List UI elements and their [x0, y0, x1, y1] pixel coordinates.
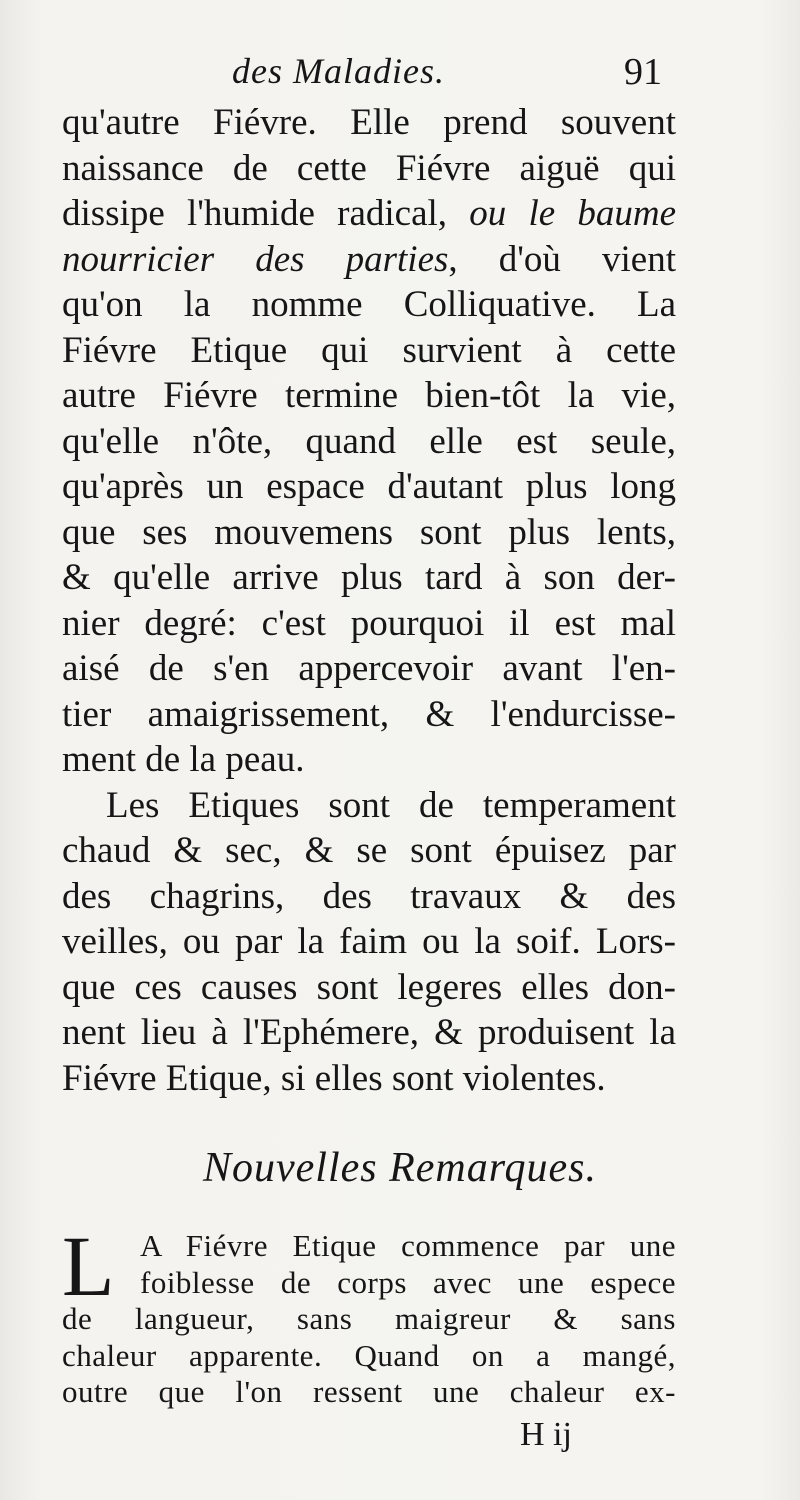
text-line-segment: , d'où vient: [448, 238, 676, 280]
text-line: Les Etiques sont de temperament: [106, 784, 676, 826]
signature-mark: H ij: [520, 1416, 572, 1453]
text-line: qu'elle n'ôte, quand elle est seule,: [62, 420, 676, 462]
section-title: Nouvelles Remarques.: [202, 1145, 598, 1191]
text-line: naissance de cette Fiévre aiguë qui: [62, 147, 676, 189]
text-line: aisé de s'en appercevoir avant l'en-: [62, 648, 676, 689]
drop-cap: L: [62, 1218, 115, 1314]
running-head: des Maladies.: [232, 51, 445, 91]
text-line: chaud & sec, & se sont épuisez par: [62, 830, 676, 871]
text-line: nent lieu à l'Ephémere, & produisent la: [62, 1012, 676, 1053]
text-line: autre Fiévre termine bien-tôt la vie,: [62, 375, 676, 416]
text-line: Fiévre Etique qui survient à cette: [62, 329, 676, 371]
text-line: qu'on la nomme Colliquative. La: [62, 284, 676, 325]
text-line: [62, 237, 676, 283]
italic-phrase: nourricier des parties: [62, 238, 449, 280]
text-line: des chagrins, des travaux & des: [62, 875, 676, 917]
section-text: [62, 1218, 676, 1411]
text-line: de langueur, sans maigreur & sans: [62, 1301, 676, 1336]
text-line: ment de la peau.: [62, 739, 305, 780]
text-line: & qu'elle arrive plus tard à son der-: [62, 557, 676, 598]
page-number: 91: [624, 51, 662, 93]
text-line: A Fiévre Etique commence par une: [140, 1228, 676, 1263]
text-line-segment: dissipe l'humide radical,: [62, 193, 448, 234]
text-line: chaleur apparente. Quand on a mangé,: [62, 1337, 676, 1373]
text-line: outre que l'on ressent une chaleur ex-: [62, 1374, 676, 1409]
text-line: que ces causes sont legeres elles don-: [62, 966, 676, 1008]
main-text: [62, 100, 676, 1101]
text-line: nier degré: c'est pourquoi il est mal: [62, 602, 676, 644]
text-line: veilles, ou par la faim ou la soif. Lors-: [62, 921, 676, 962]
italic-phrase: ou le baume: [469, 193, 676, 234]
text-line: que ses mouvemens sont plus lents,: [62, 511, 676, 553]
text-line: qu'après un espace d'autant plus long: [62, 466, 676, 507]
text-line: foiblesse de corps avec une espece: [140, 1264, 676, 1300]
text-line: Fiévre Etique, si elles sont violentes.: [62, 1057, 606, 1099]
page-header: [62, 50, 662, 96]
text-line: qu'autre Fiévre. Elle prend souvent: [62, 102, 676, 143]
text-line: [62, 191, 676, 237]
text-line: tier amaigrissement, & l'endurcisse-: [62, 693, 676, 735]
